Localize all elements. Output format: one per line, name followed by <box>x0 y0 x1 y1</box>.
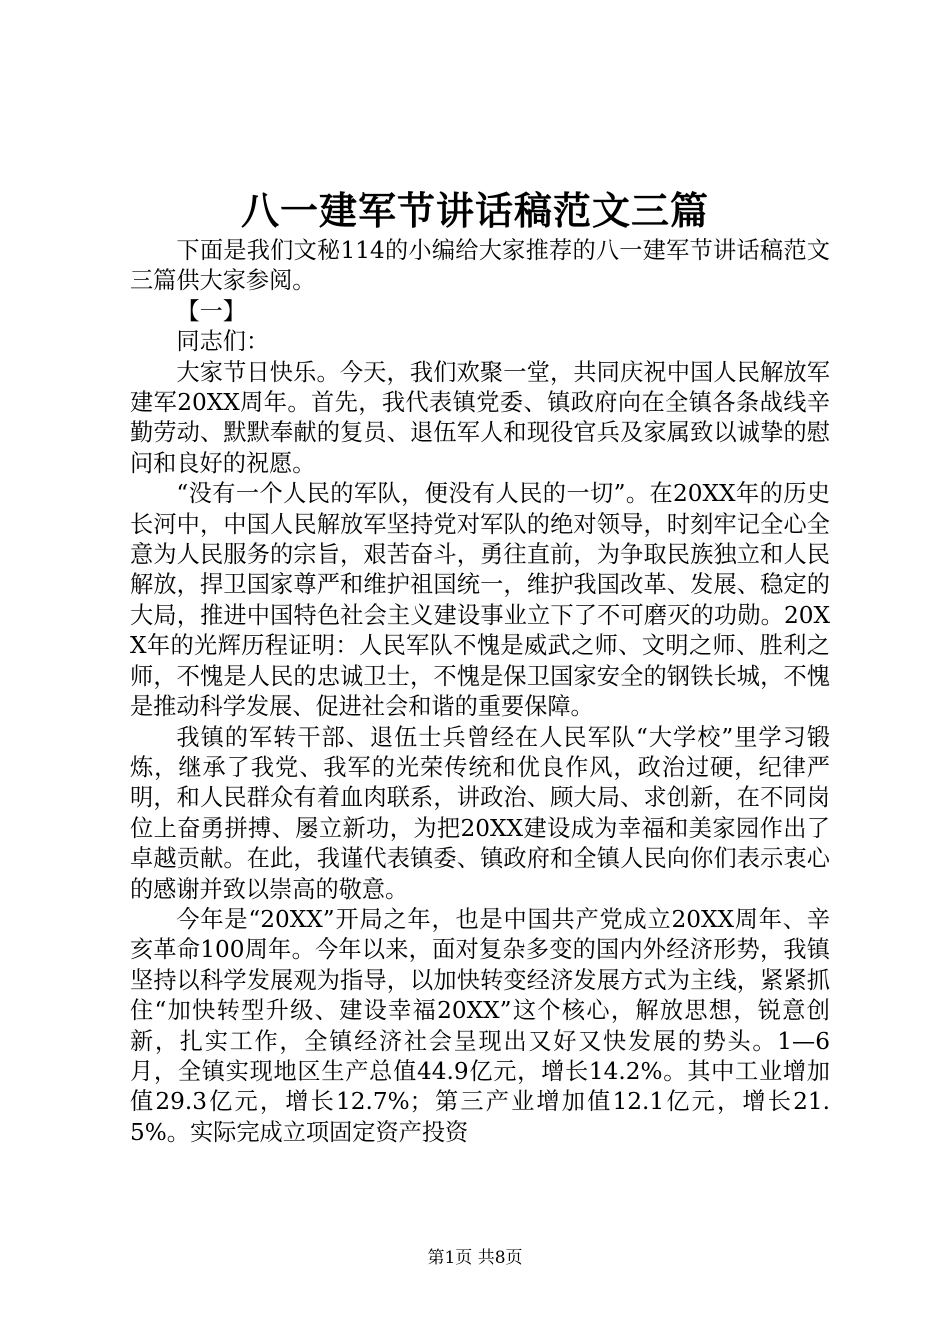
document-title: 八一建军节讲话稿范文三篇 <box>240 188 709 233</box>
document-body <box>130 236 830 1148</box>
paragraph-intro: 下面是我们文秘114的小编给大家推荐的八一建军节讲话稿范文三篇供大家参阅。 <box>130 237 830 295</box>
paragraph: 我镇的军转干部、退伍士兵曾经在人民军队“大学校”里学习锻炼，继承了我党、我军的光荣传统和优良作风，政治过硬，纪律严明，和人民群众有着血肉联系，讲政治、顾大局、求创新，在不同岗位上奋勇拼搏、屡立新功，为把20XX建设成为幸福和美家园作出了卓越贡献。在此，我谨代表镇委、镇政府和全镇人民向你们表示衷心的感谢并致以崇高的敬意。 <box>130 723 830 903</box>
paragraph: “没有一个人民的军队，便没有人民的一切”。在20XX年的历史长河中，中国人民解放军坚持党对军队的绝对领导，时刻牢记全心全意为人民服务的宗旨，艰苦奋斗，勇往直前，为争取民族独立和人民解放，捍卫国家尊严和维护祖国统一，维护我国改革、发展、稳定的大局，推进中国特色社会主义建设事业立下了不可磨灭的功勋。20XX年的光辉历程证明：人民军队不愧是威武之师、文明之师、胜利之师，不愧是人民的忠诚卫士，不愧是保卫国家安全的钢铁长城，不愧是推动科学发展、促进社会和谐的重要保障。 <box>130 480 830 721</box>
section-heading: 【一】 <box>176 297 246 325</box>
paragraph: 今年是“20XX”开局之年，也是中国共产党成立20XX周年、辛亥革命100周年。今年以来，面对复杂多变的国内外经济形势，我镇坚持以科学发展观为指导，以加快转变经济发展方式为主线，紧紧抓住“加快转型升级、建设幸福20XX”这个核心，解放思想，锐意创新，扎实工作，全镇经济社会呈现出又好又快发展的势头。1—6月，全镇实现地区生产总值44.9亿元，增长14.2%。其中工业增加值29.3亿元，增长12.7%；第三产业增加值12.1亿元，增长21.5%。实际完成立项固定资产投资 <box>130 905 830 1146</box>
paragraph: 大家节日快乐。今天，我们欢聚一堂，共同庆祝中国人民解放军建军20XX周年。首先，我代表镇党委、镇政府向在全镇各条战线辛勤劳动、默默奉献的复员、退伍军人和现役官兵及家属致以诚挚的慰问和良好的祝愿。 <box>130 358 830 477</box>
page-footer: 第1页 共8页 <box>427 1248 523 1268</box>
salutation: 同志们： <box>176 328 270 356</box>
